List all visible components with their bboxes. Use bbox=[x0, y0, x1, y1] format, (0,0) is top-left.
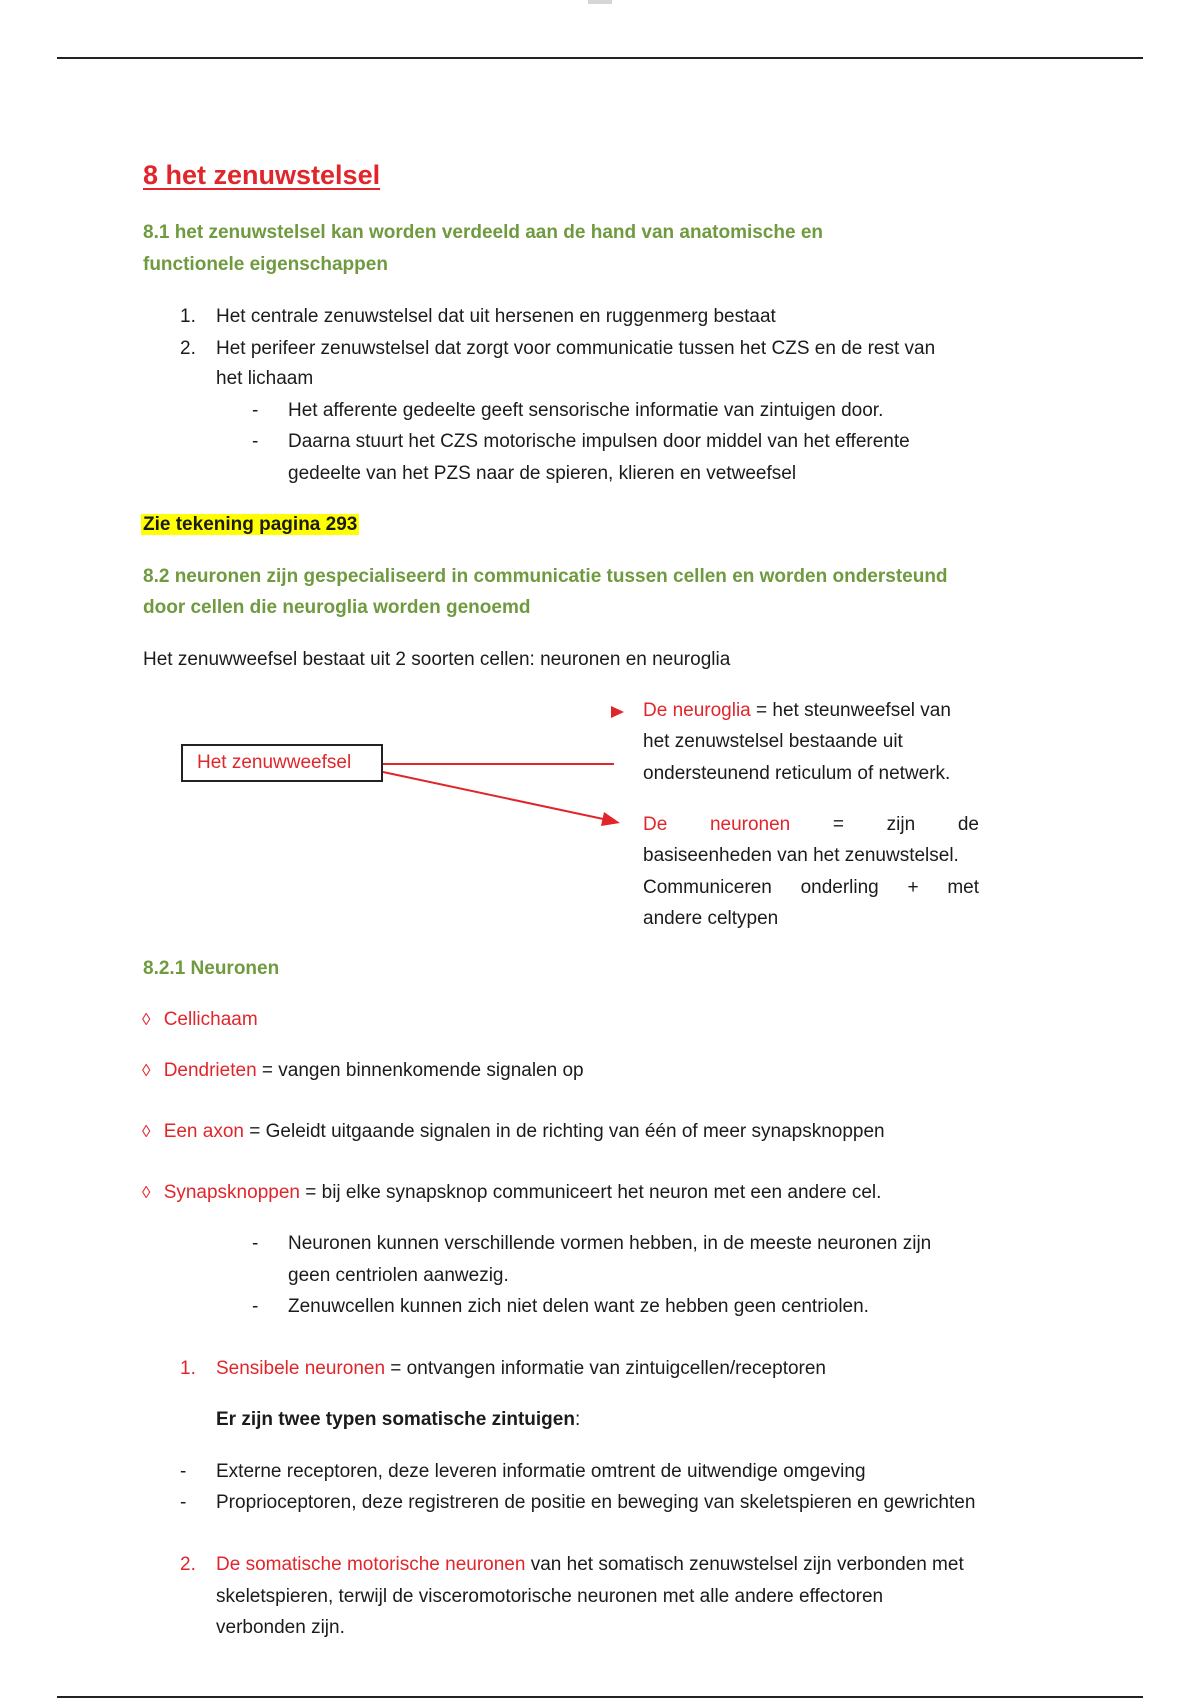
diamond-bullet-icon: ◊ bbox=[142, 1122, 151, 1141]
footer-rule bbox=[57, 1696, 1143, 1698]
neuron-type-term: De somatische motorische neuronen bbox=[216, 1554, 526, 1575]
dash-bullet: - bbox=[180, 1461, 187, 1482]
neuroglia-definition-line1 bbox=[643, 700, 951, 722]
note-text: Zenuwcellen kunnen zich niet delen want ze hebben geen centriolen. bbox=[288, 1296, 869, 1317]
somatic-item-text: Proprioceptoren, deze registreren de positie en beweging van skeletspieren en gewrichten bbox=[216, 1492, 976, 1513]
somatic-item-text: Externe receptoren, deze leveren informatie omtrent de uitwendige omgeving bbox=[216, 1461, 866, 1482]
section-8-1-heading-line2: functionele eigenschappen bbox=[143, 254, 388, 275]
arrowhead-neuroglia-icon bbox=[611, 706, 624, 718]
note-text: geen centriolen aanwezig. bbox=[288, 1265, 509, 1286]
equals-sign: = bbox=[832, 814, 845, 835]
word-zijn: zijn bbox=[886, 814, 916, 835]
neuroglia-definition-line2: het zenuwstelsel bestaande uit bbox=[643, 731, 903, 752]
neuron-part-item bbox=[142, 1009, 258, 1031]
list-number: 1. bbox=[180, 306, 196, 327]
neuronen-definition-line2: basiseenheden van het zenuwstelsel. bbox=[643, 845, 959, 866]
neuronen-definition-line1 bbox=[643, 814, 979, 836]
dash-bullet: - bbox=[252, 400, 259, 421]
sub-bullet-text: Daarna stuurt het CZS motorische impulsen door middel van het efferente bbox=[288, 431, 910, 452]
neuron-type-definition: = ontvangen informatie van zintuigcellen/receptoren bbox=[385, 1358, 827, 1379]
somatic-heading bbox=[216, 1409, 580, 1431]
connector-arrow-neuronen bbox=[383, 772, 608, 820]
section-8-1-heading-line1: 8.1 het zenuwstelsel kan worden verdeeld aan de hand van anatomische en bbox=[143, 222, 824, 243]
section-8-2-intro: Het zenuwweefsel bestaat uit 2 soorten cellen: neuronen en neuroglia bbox=[143, 649, 731, 670]
list-number: 1. bbox=[180, 1358, 196, 1379]
sub-bullet-text: Het afferente gedeelte geeft sensorische informatie van zintuigen door. bbox=[288, 400, 884, 421]
neuron-part-definition: = Geleidt uitgaande signalen in de richting van één of meer synapsknoppen bbox=[243, 1121, 885, 1142]
neuronen-definition-line4: andere celtypen bbox=[643, 908, 779, 929]
neuron-type-definition: van het somatisch zenuwstelsel zijn verbonden met bbox=[525, 1554, 964, 1575]
list-item-text: het lichaam bbox=[216, 368, 314, 389]
arrowhead-neuronen-icon bbox=[601, 812, 620, 826]
list-number: 2. bbox=[180, 338, 196, 359]
diamond-bullet-icon: ◊ bbox=[142, 1010, 151, 1029]
section-8-2-1-heading: 8.2.1 Neuronen bbox=[143, 958, 280, 979]
neuron-type-item bbox=[180, 1554, 196, 1576]
diamond-bullet-icon: ◊ bbox=[142, 1061, 151, 1080]
sub-bullet-text: gedeelte van het PZS naar de spieren, klieren en vetweefsel bbox=[288, 463, 797, 484]
list-item-text: Het perifeer zenuwstelsel dat zorgt voor communicatie tussen het CZS en de rest van bbox=[216, 338, 936, 359]
somatic-heading-colon: : bbox=[574, 1409, 581, 1430]
neuroglia-definition-line3: ondersteunend reticulum of netwerk. bbox=[643, 763, 951, 784]
section-8-2-heading-line1: 8.2 neuronen zijn gespecialiseerd in communicatie tussen cellen en worden ondersteund bbox=[143, 566, 948, 587]
list-number: 2. bbox=[180, 1554, 196, 1575]
neuron-part-item bbox=[142, 1182, 881, 1204]
neuron-part-definition: = bij elke synapsknop communiceert het neuron met een andere cel. bbox=[299, 1182, 882, 1203]
neuron-type-text: skeletspieren, terwijl de visceromotorische neuronen met alle andere effectoren bbox=[216, 1586, 884, 1607]
dash-bullet: - bbox=[252, 1296, 259, 1317]
neuron-part-item bbox=[142, 1121, 885, 1143]
list-item-text: Het centrale zenuwstelsel dat uit hersenen en ruggenmerg bestaat bbox=[216, 306, 776, 327]
neuron-part-item bbox=[142, 1060, 584, 1082]
somatic-heading-text: Er zijn twee typen somatische zintuigen bbox=[216, 1409, 575, 1430]
chapter-title: 8 het zenuwstelsel bbox=[143, 160, 381, 190]
diamond-bullet-icon: ◊ bbox=[142, 1183, 151, 1202]
word-de: de bbox=[957, 814, 979, 835]
neuronen-definition-line3: Communiceren onderling + met bbox=[643, 877, 979, 898]
neuron-type-item bbox=[180, 1358, 196, 1380]
dash-bullet: - bbox=[252, 431, 259, 452]
neuron-part-term: Dendrieten bbox=[163, 1060, 257, 1081]
dash-bullet: - bbox=[180, 1492, 187, 1513]
neuroglia-definition-rest: = het steunweefsel van bbox=[750, 700, 951, 721]
term-neuronen: neuronen bbox=[709, 814, 791, 835]
neuron-part-term: Synapsknoppen bbox=[163, 1182, 300, 1203]
neuron-part-term: Een axon bbox=[163, 1121, 244, 1142]
neuron-type-text: verbonden zijn. bbox=[216, 1617, 345, 1638]
note-text: Neuronen kunnen verschillende vormen hebben, in de meeste neuronen zijn bbox=[288, 1233, 932, 1254]
dash-bullet: - bbox=[252, 1233, 259, 1254]
term-neuronen-article: De bbox=[643, 814, 668, 835]
neuron-type-text bbox=[216, 1554, 964, 1576]
neuron-type-text bbox=[216, 1358, 826, 1380]
neuron-type-term: Sensibele neuronen bbox=[216, 1358, 386, 1379]
term-neuroglia: De neuroglia bbox=[643, 700, 751, 721]
diagram-box-zenuwweefsel: Het zenuwweefsel bbox=[181, 744, 383, 782]
neuron-part-definition: = vangen binnenkomende signalen op bbox=[256, 1060, 584, 1081]
neuron-part-term: Cellichaam bbox=[163, 1009, 258, 1030]
highlight-note-text: Zie tekening pagina 293 bbox=[143, 514, 358, 535]
section-8-2-heading-line2: door cellen die neuroglia worden genoemd bbox=[143, 597, 531, 618]
